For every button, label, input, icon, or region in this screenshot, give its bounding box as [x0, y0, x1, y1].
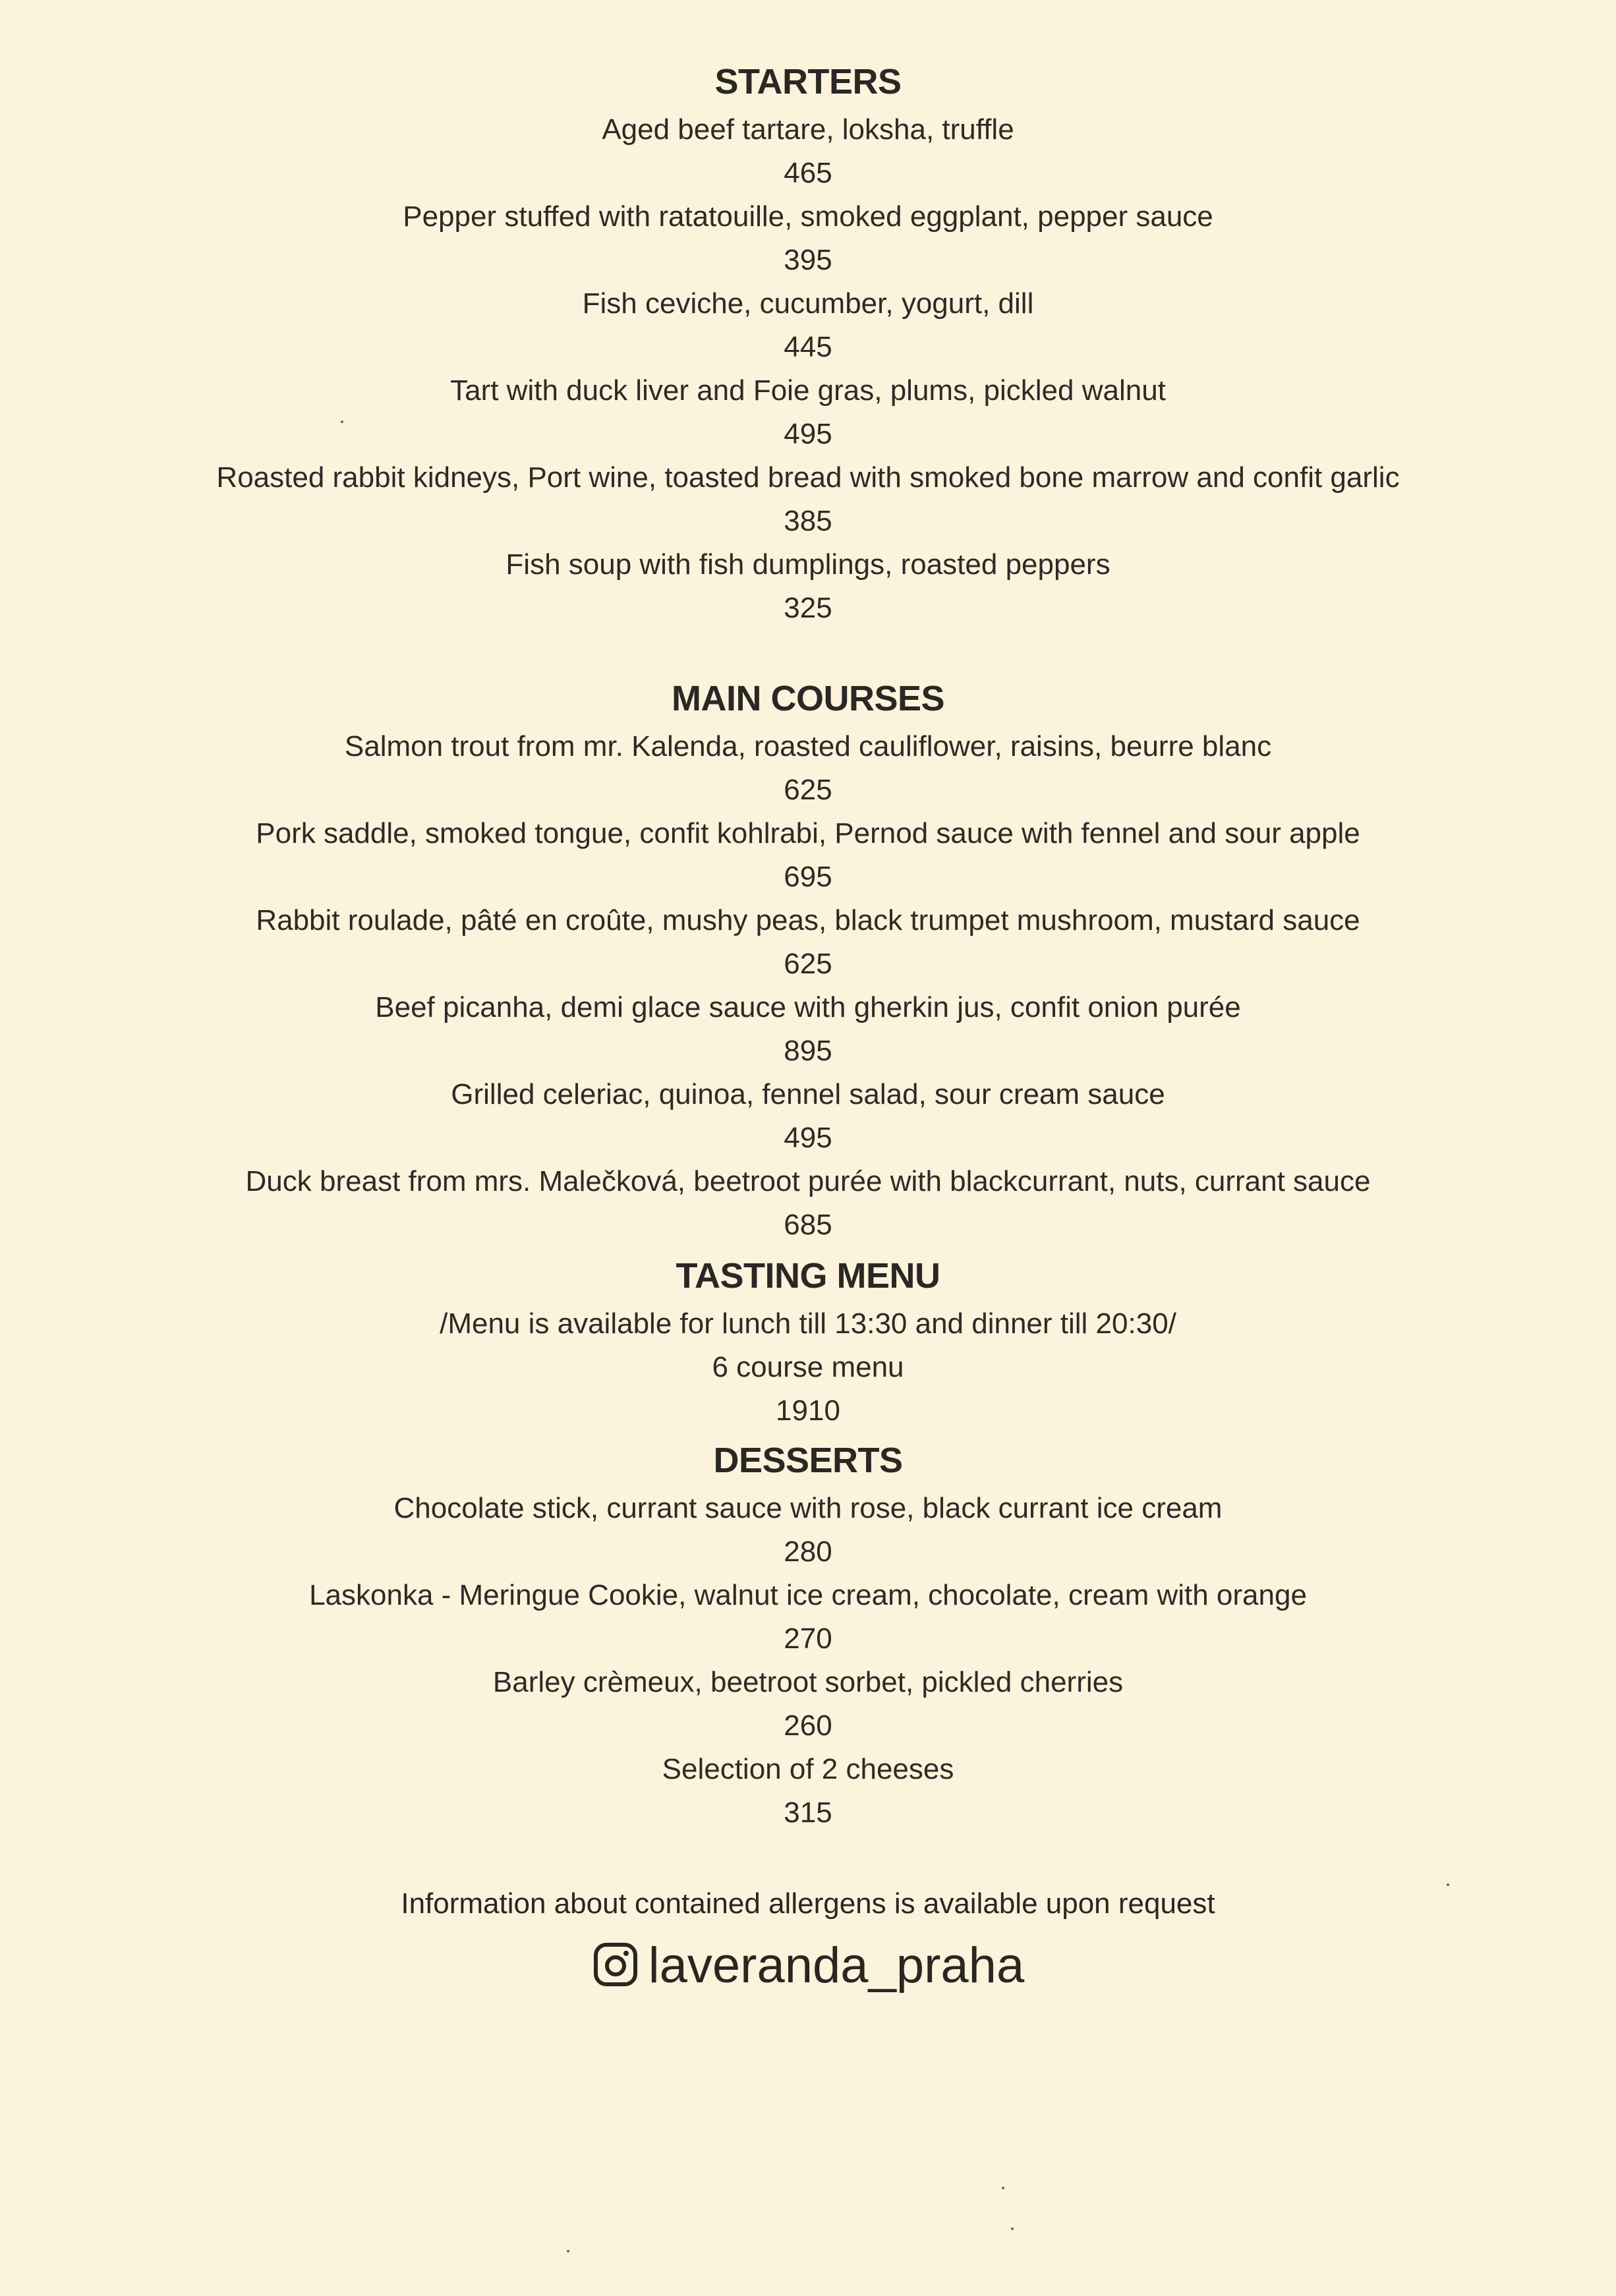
paper-speck — [567, 2250, 569, 2253]
tasting-menu-name: 6 course menu — [712, 1351, 904, 1383]
tasting-menu-availability: /Menu is available for lunch till 13:30 and dinner till 20:30/ — [440, 1307, 1176, 1340]
paper-speck — [1002, 2187, 1004, 2189]
menu-item-price: 270 — [784, 1622, 832, 1655]
menu-item-name: Fish ceviche, cucumber, yogurt, dill — [582, 287, 1034, 320]
paper-speck — [341, 420, 343, 423]
menu-item-name: Laskonka - Meringue Cookie, walnut ice cream, chocolate, cream with orange — [309, 1579, 1307, 1611]
menu-item-name: Pork saddle, smoked tongue, confit kohlrabi, Pernod sauce with fennel and sour apple — [256, 817, 1360, 849]
allergens-note: Information about contained allergens is available upon request — [401, 1887, 1215, 1920]
menu-item-price: 445 — [784, 331, 832, 363]
menu-item-name: Aged beef tartare, loksha, truffle — [602, 113, 1014, 146]
starters-heading: STARTERS — [714, 62, 902, 101]
menu-item-price: 395 — [784, 244, 832, 276]
menu-item-name: Beef picanha, demi glace sauce with gherkin jus, confit onion purée — [375, 991, 1241, 1023]
menu-item-price: 685 — [784, 1209, 832, 1241]
desserts-section — [0, 1434, 1616, 1835]
menu-item-name: Duck breast from mrs. Malečková, beetroot purée with blackcurrant, nuts, currant sauce — [245, 1165, 1371, 1197]
menu-item-price: 385 — [784, 505, 832, 537]
instagram-handle-row — [0, 1936, 1616, 1995]
instagram-icon — [592, 1941, 639, 1992]
main-courses-section — [0, 672, 1616, 1247]
menu-item-price: 695 — [784, 861, 832, 893]
menu-item-name: Barley crèmeux, beetroot sorbet, pickled cherries — [492, 1666, 1124, 1698]
menu-item-price: 495 — [784, 1122, 832, 1154]
menu-item-price: 495 — [784, 418, 832, 450]
menu-item-price: 315 — [784, 1796, 832, 1829]
tasting-menu-price: 1910 — [776, 1394, 840, 1427]
menu-item-price: 625 — [784, 948, 832, 980]
menu-item-name: Roasted rabbit kidneys, Port wine, toasted bread with smoked bone marrow and confit garlic — [216, 461, 1400, 494]
menu-item-name: Selection of 2 cheeses — [662, 1753, 954, 1785]
tasting-menu-section — [0, 1249, 1616, 1433]
paper-speck — [1011, 2227, 1014, 2230]
menu-item-price: 625 — [784, 774, 832, 806]
menu-item-price: 465 — [784, 157, 832, 189]
paper-speck — [1447, 1883, 1449, 1886]
menu-item-price: 895 — [784, 1035, 832, 1067]
tasting-menu-heading: TASTING MENU — [676, 1256, 940, 1296]
menu-item-price: 325 — [784, 592, 832, 624]
menu-item-name: Fish soup with fish dumplings, roasted peppers — [505, 548, 1111, 581]
instagram-handle: laveranda_praha — [648, 1937, 1025, 1994]
menu-item-price: 280 — [784, 1535, 832, 1568]
main-courses-heading: MAIN COURSES — [671, 679, 945, 718]
menu-item-name: Grilled celeriac, quinoa, fennel salad, sour cream sauce — [451, 1078, 1165, 1110]
menu-item-name: Rabbit roulade, pâté en croûte, mushy peas, black trumpet mushroom, mustard sauce — [256, 904, 1360, 936]
starters-section — [0, 55, 1616, 630]
menu-item-name: Tart with duck liver and Foie gras, plums, pickled walnut — [450, 374, 1166, 407]
menu-item-name: Pepper stuffed with ratatouille, smoked eggplant, pepper sauce — [403, 200, 1213, 233]
menu-item-name: Salmon trout from mr. Kalenda, roasted cauliflower, raisins, beurre blanc — [344, 730, 1272, 762]
menu-item-price: 260 — [784, 1709, 832, 1742]
menu-item-name: Chocolate stick, currant sauce with rose, black currant ice cream — [393, 1492, 1223, 1524]
desserts-heading: DESSERTS — [713, 1441, 903, 1480]
